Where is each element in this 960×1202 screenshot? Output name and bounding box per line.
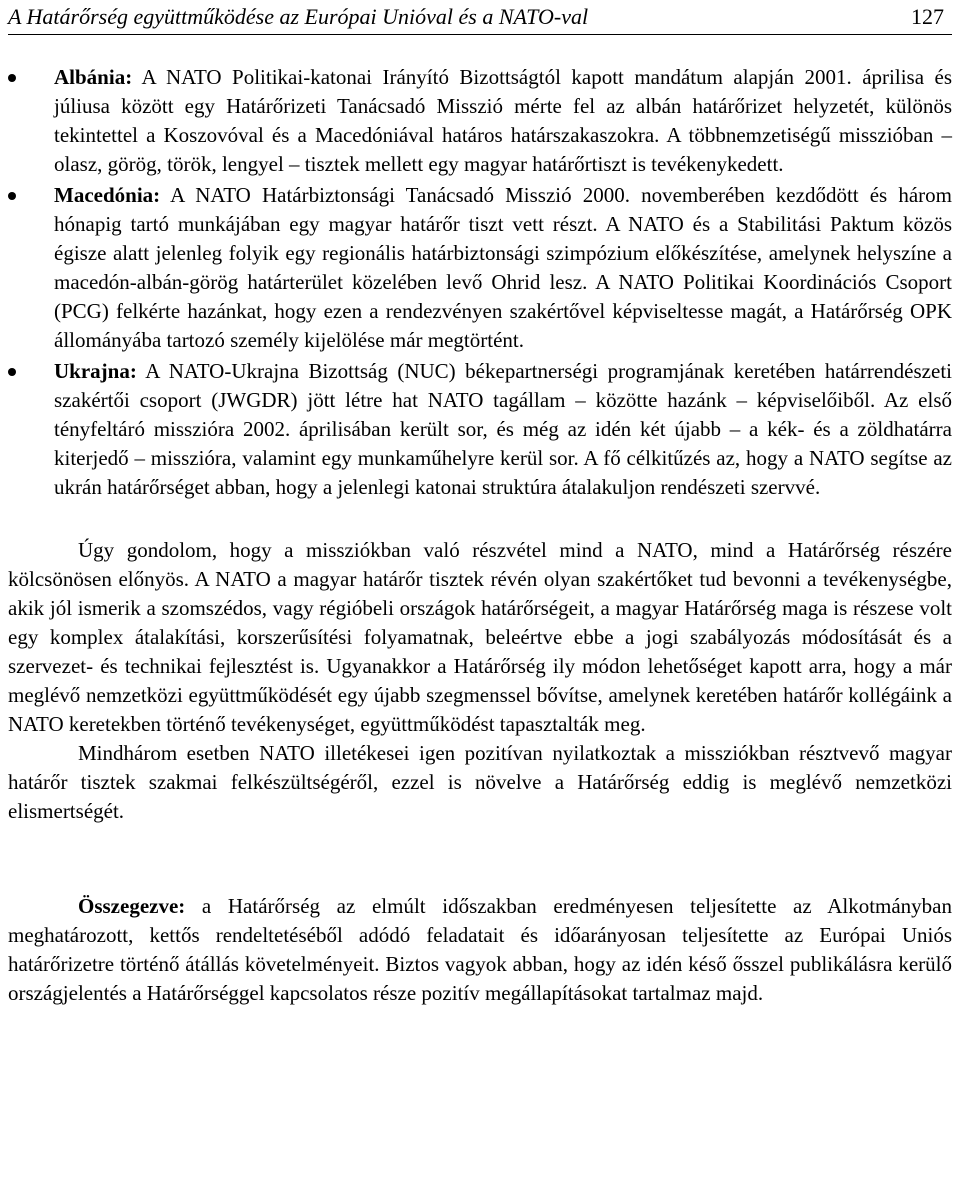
bullet-icon bbox=[8, 368, 16, 376]
list-item-lead: Albánia: bbox=[54, 65, 133, 89]
page-number: 127 bbox=[911, 4, 944, 29]
page-header bbox=[8, 0, 952, 35]
mission-list bbox=[8, 63, 952, 502]
body-paragraph: Úgy gondolom, hogy a missziókban való részvétel mind a NATO, mind a Határőrség részére kölcsönösen előnyös. A NATO a magyar határőr tisztek révén olyan szakértőket tud bevonni a tevékenységbe, akik jól ismerik a szomszédos, vagy régióbeli országok határőrségeit, a magyar Határőrség maga is részese volt egy komplex átalakítási, korszerűsítési folyamatnak, beleértve ebbe a jogi szabályozás módosítását és a szervezet- és technikai fejlesztést is. Ugyanakkor a Határőrség ily módon lehetőséget kapott arra, hogy a már meglévő nemzetközi együttműködését egy újabb szegmenssel bővítse, amelynek keretében határőr kollégáink a NATO keretekben történő tevékenységet, együttműködést tapasztalták meg. bbox=[8, 538, 952, 736]
list-item-text: A NATO-Ukrajna Bizottság (NUC) békepartnerségi programjának keretében határrendészeti szakértői csoport (JWGDR) jött létre hat NATO tagállam – közötte hazánk – képviselőiből. Az első tényfeltáró misszióra 2002. áprilisában került sor, és még az idén két újabb – a kék- és a zöldhatárra kiterjedő – misszióra, valamint egy munkaműhelyre kerül sor. A fő célkitűzés az, hogy a NATO segítse az ukrán határőrséget abban, hogy a jelenlegi katonai struktúra átalakuljon rendészeti szervvé. bbox=[54, 359, 952, 499]
bullet-icon bbox=[8, 192, 16, 200]
running-title: A Határőrség együttműködése az Európai Unióval és a NATO-val bbox=[8, 4, 589, 29]
summary-paragraph bbox=[8, 892, 952, 1008]
list-item-text: A NATO Határbiztonsági Tanácsadó Misszió 2000. novemberében kezdődött és három hónapig tartó munkájában egy magyar határőr tiszt vett részt. A NATO és a Stabilitási Paktum közös égisze alatt jelenleg folyik egy regionális határbiztonsági szimpózium előkészítése, amelynek helyszíne a macedón-albán-görög határterület közelében levő Ohrid lesz. A NATO Politikai Koordinációs Csoport (PCG) felkérte hazánkat, hogy ezen a rendezvényen szakértővel képviseltesse magát, a Határőrség OPK állományába tartozó személy kijelölése már megtörtént. bbox=[54, 183, 952, 352]
list-item-ukraine bbox=[8, 357, 952, 502]
list-item-lead: Ukrajna: bbox=[54, 359, 137, 383]
list-item-macedonia bbox=[8, 181, 952, 355]
list-item-albania bbox=[8, 63, 952, 179]
summary-text: a Határőrség az elmúlt időszakban eredményesen teljesítette az Alkotmányban meghatározott, kettős rendeltetéséből adódó feladatait és időarányosan teljesítette az Európai Uniós határőrizetre történő átállás követelményeit. Biztos vagyok abban, hogy az idén késő ősszel publikálásra kerülő országjelentés a Határőrséggel kapcsolatos része pozitív megállapításokat tartalmaz majd. bbox=[8, 894, 952, 1005]
summary-lead: Összegezve: bbox=[78, 894, 186, 918]
list-item-text: A NATO Politikai-katonai Irányító Bizottságtól kapott mandátum alapján 2001. áprilisa és júliusa között egy Határőrizeti Tanácsadó Misszió mérte fel az albán határőrizet helyzetét, különös tekintettel a Koszovóval és a Macedóniával határos határszakaszokra. A többnemzetiségű misszióban – olasz, görög, török, lengyel – tisztek mellett egy magyar határőrtiszt is tevékenykedett. bbox=[54, 65, 952, 176]
list-item-lead: Macedónia: bbox=[54, 183, 161, 207]
body-paragraph: Mindhárom esetben NATO illetékesei igen pozitívan nyilatkoztak a missziókban résztvevő magyar határőr tisztek szakmai felkészültségéről, ezzel is növelve a Határőrség eddig is meglévő nemzetközi elismertségét. bbox=[8, 741, 952, 823]
bullet-icon bbox=[8, 74, 16, 82]
